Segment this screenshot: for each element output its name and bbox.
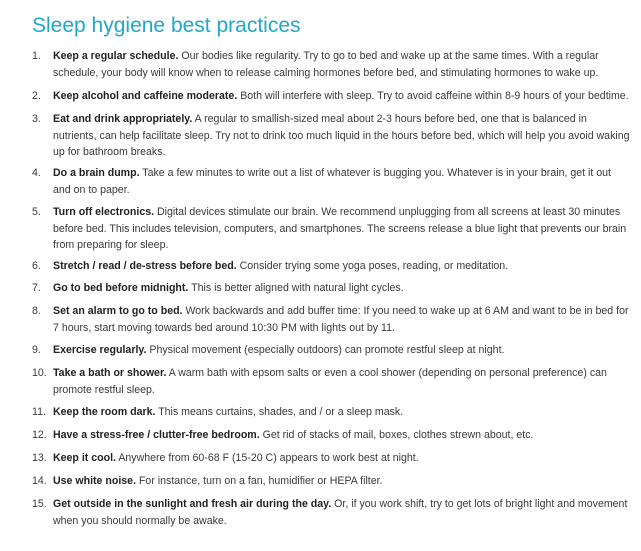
- item-number: 11.: [32, 406, 46, 418]
- item-number: 14.: [32, 475, 47, 487]
- item-number: 1.: [32, 50, 41, 62]
- item-number: 10.: [32, 367, 47, 379]
- item-body: Consider trying some yoga poses, reading, or meditation.: [236, 260, 509, 272]
- item-body: This is better aligned with natural light cycles.: [188, 282, 404, 294]
- item-body: This means curtains, shades, and / or a sleep mask.: [155, 406, 404, 418]
- item-heading: Take a bath or shower.: [53, 367, 167, 379]
- item-body: Our bodies like regularity. Try to go to bed and wake up at the same times. With a regular schedule, your body will know when to release calming hormones before bed, and stimulating hormones to wake up.: [53, 50, 599, 79]
- item-heading: Stretch / read / de-stress before bed.: [53, 260, 237, 272]
- item-text: [53, 496, 630, 529]
- item-number: 2.: [32, 90, 41, 102]
- item-heading: Turn off electronics.: [53, 206, 155, 218]
- item-number: 9.: [32, 344, 41, 356]
- item-heading: Use white noise.: [53, 475, 137, 487]
- item-number: 3.: [32, 113, 41, 125]
- item-number: 15.: [32, 498, 47, 510]
- item-body: Both will interfere with sleep. Try to avoid caffeine within 8-9 hours of your bedtime.: [237, 90, 629, 102]
- page-title: Sleep hygiene best practices: [32, 14, 301, 37]
- item-body: A warm bath with epsom salts or even a cool shower (depending on personal preference) can promote restful sleep.: [53, 367, 607, 396]
- item-text: [53, 404, 630, 421]
- item-number: 12.: [32, 429, 47, 441]
- item-heading: Keep the room dark.: [53, 406, 156, 418]
- item-body: Digital devices stimulate our brain. We recommend unplugging from all screens at least 30 minutes before bed. This includes television, computers, and smartphones. The screens release a blue light that prevents our brain from preparing for sleep.: [53, 206, 627, 251]
- item-text: [53, 427, 630, 444]
- item-number: 6.: [32, 260, 41, 272]
- item-number: 5.: [32, 206, 41, 218]
- item-text: [53, 473, 630, 490]
- item-body: Work backwards and add buffer time: If you need to wake up at 6 AM and want to be in bed for 7 hours, start moving towards bed around 10:30 PM with lights out by 11.: [53, 305, 629, 334]
- item-heading: Keep a regular schedule.: [53, 50, 179, 62]
- item-number: 4.: [32, 167, 41, 179]
- item-text: [53, 258, 630, 275]
- item-body: Get rid of stacks of mail, boxes, clothes strewn about, etc.: [259, 429, 534, 441]
- item-number: 7.: [32, 282, 41, 294]
- item-text: [53, 48, 630, 81]
- item-heading: Exercise regularly.: [53, 344, 147, 356]
- item-body: Physical movement (especially outdoors) can promote restful sleep at night.: [146, 344, 505, 356]
- item-heading: Go to bed before midnight.: [53, 282, 189, 294]
- item-number: 8.: [32, 305, 41, 317]
- item-heading: Keep alcohol and caffeine moderate.: [53, 90, 238, 102]
- item-text: [53, 303, 630, 336]
- item-heading: Set an alarm to go to bed.: [53, 305, 183, 317]
- item-text: [53, 450, 630, 467]
- item-heading: Do a brain dump.: [53, 167, 140, 179]
- item-text: [53, 204, 630, 254]
- item-text: [53, 111, 630, 161]
- item-heading: Have a stress-free / clutter-free bedroom.: [53, 429, 260, 441]
- item-text: [53, 365, 630, 398]
- item-body: Take a few minutes to write out a list of whatever is bugging you. Whatever is in your brain, get it out and on to paper.: [53, 167, 611, 196]
- item-heading: Eat and drink appropriately.: [53, 113, 193, 125]
- item-number: 13.: [32, 452, 47, 464]
- item-body: A regular to smallish-sized meal about 2-3 hours before bed, one that is balanced in nutrients, can help facilitate sleep. Try not to drink too much liquid in the hours before bed, which will help you avoid waking up for bathroom breaks.: [53, 113, 630, 158]
- item-text: [53, 280, 630, 297]
- item-body: Or, if you work shift, try to get lots of bright light and movement when you should normally be awake.: [53, 498, 628, 527]
- item-text: [53, 88, 630, 105]
- item-heading: Keep it cool.: [53, 452, 116, 464]
- item-text: [53, 342, 630, 359]
- item-body: For instance, turn on a fan, humidifier or HEPA filter.: [136, 475, 383, 487]
- item-text: [53, 165, 630, 198]
- item-heading: Get outside in the sunlight and fresh air during the day.: [53, 498, 332, 510]
- item-body: Anywhere from 60-68 F (15-20 C) appears to work best at night.: [115, 452, 419, 464]
